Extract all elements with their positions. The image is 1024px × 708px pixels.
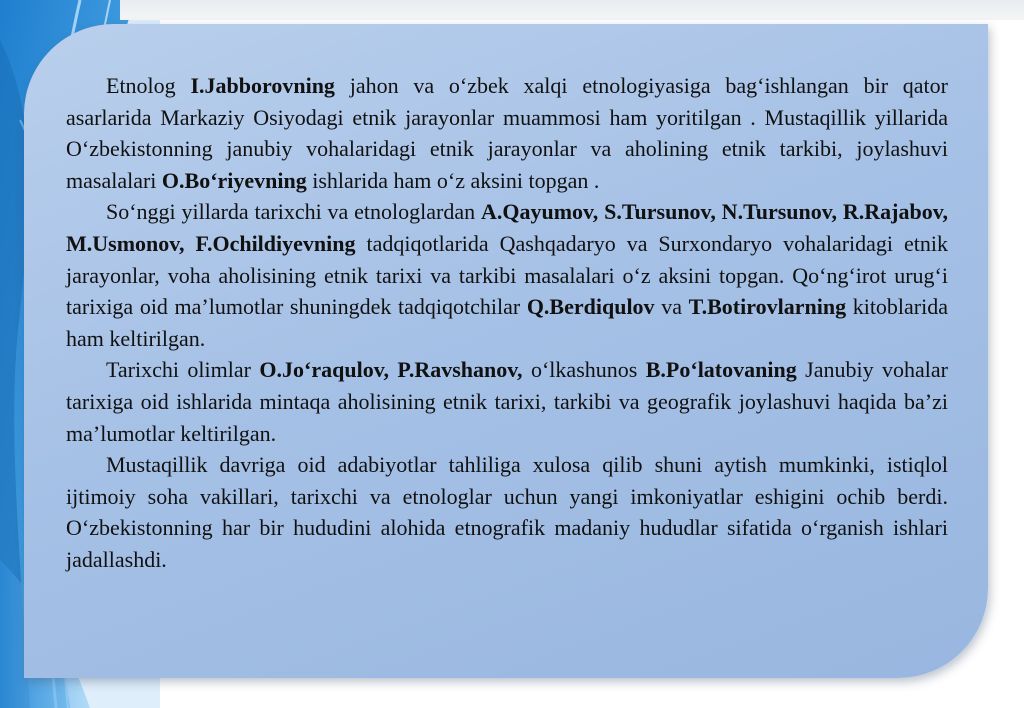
- bold-name-text: A.Qayumov, S.Tursunov, N.Tursunov, R.Rajabov, M.Usmonov, F.Ochildiyevning: [66, 199, 948, 256]
- bold-name-text: B.Po‘latovaning: [645, 357, 797, 383]
- paragraph-text: Janubiy vohalar tarixiga oid ishlarida mintaqa aholisining etnik tarixi, tarkibi va geografik joylashuvi haqida ba’zi ma’lumotlar keltirilgan.: [66, 357, 948, 446]
- paragraph-text: va: [654, 294, 689, 320]
- bold-name-text: Q.Berdiqulov: [526, 294, 655, 320]
- paragraph-text: o‘lkashunos: [522, 357, 646, 383]
- paragraph-text: ishlarida ham o‘z aksini topgan .: [306, 167, 600, 193]
- paragraph-text: Etnolog: [106, 73, 191, 98]
- bold-name-text: O.Bo‘riyevning: [161, 167, 307, 193]
- paragraph: [66, 196, 948, 354]
- text-panel: [24, 24, 988, 678]
- bold-name-text: T.Botirovlarning: [688, 294, 847, 320]
- paragraph: [66, 449, 948, 575]
- bold-name-text: I.Jabborovning: [190, 73, 335, 98]
- paragraph-text: Mustaqillik davriga oid adabiyotlar tahliliga xulosa qilib shuni aytish mumkinki, istiqlol ijtimoiy soha vakillari, tarixchi va etnologlar uchun yangi imkoniyatlar eshigini ochib berdi. O‘zbekistonning har bir hududini alohida etnografik madaniy hududlar sifatida o‘rganish ishlari jadallashdi.: [66, 452, 948, 572]
- top-strip-decoration: [120, 0, 1024, 20]
- paragraph: [66, 354, 948, 449]
- bold-name-text: O.Jo‘raqulov, P.Ravshanov,: [259, 357, 523, 383]
- paragraph-text: kitoblarida ham keltirilgan.: [66, 294, 949, 351]
- paragraph-text: jahon va o‘zbek xalqi etnologiyasiga bag‘ishlangan bir qator asarlarida Markaziy Osiyodagi etnik jarayonlar muammosi ham yoritilgan . Mustaqillik yillarida O‘zbekistonning janubiy vohalaridagi etnik jarayonlar va aholining etnik tarkibi, joylashuvi masalalari: [66, 73, 948, 193]
- article-text: [66, 70, 948, 576]
- paragraph-text: So‘nggi yillarda tarixchi va etnologlardan: [106, 199, 481, 225]
- paragraph-text: tadqiqotlarida Qashqadaryo va Surxondaryo vohalaridagi etnik jarayonlar, voha aholisining etnik tarixi va tarkibi masalalari o‘z aksini topgan. Qo‘ng‘irot urug‘i tarixiga oid ma’lumotlar shuningdek tadqiqotchilar: [66, 230, 948, 320]
- paragraph-text: Tarixchi olimlar: [106, 357, 260, 383]
- paragraph: [66, 70, 948, 196]
